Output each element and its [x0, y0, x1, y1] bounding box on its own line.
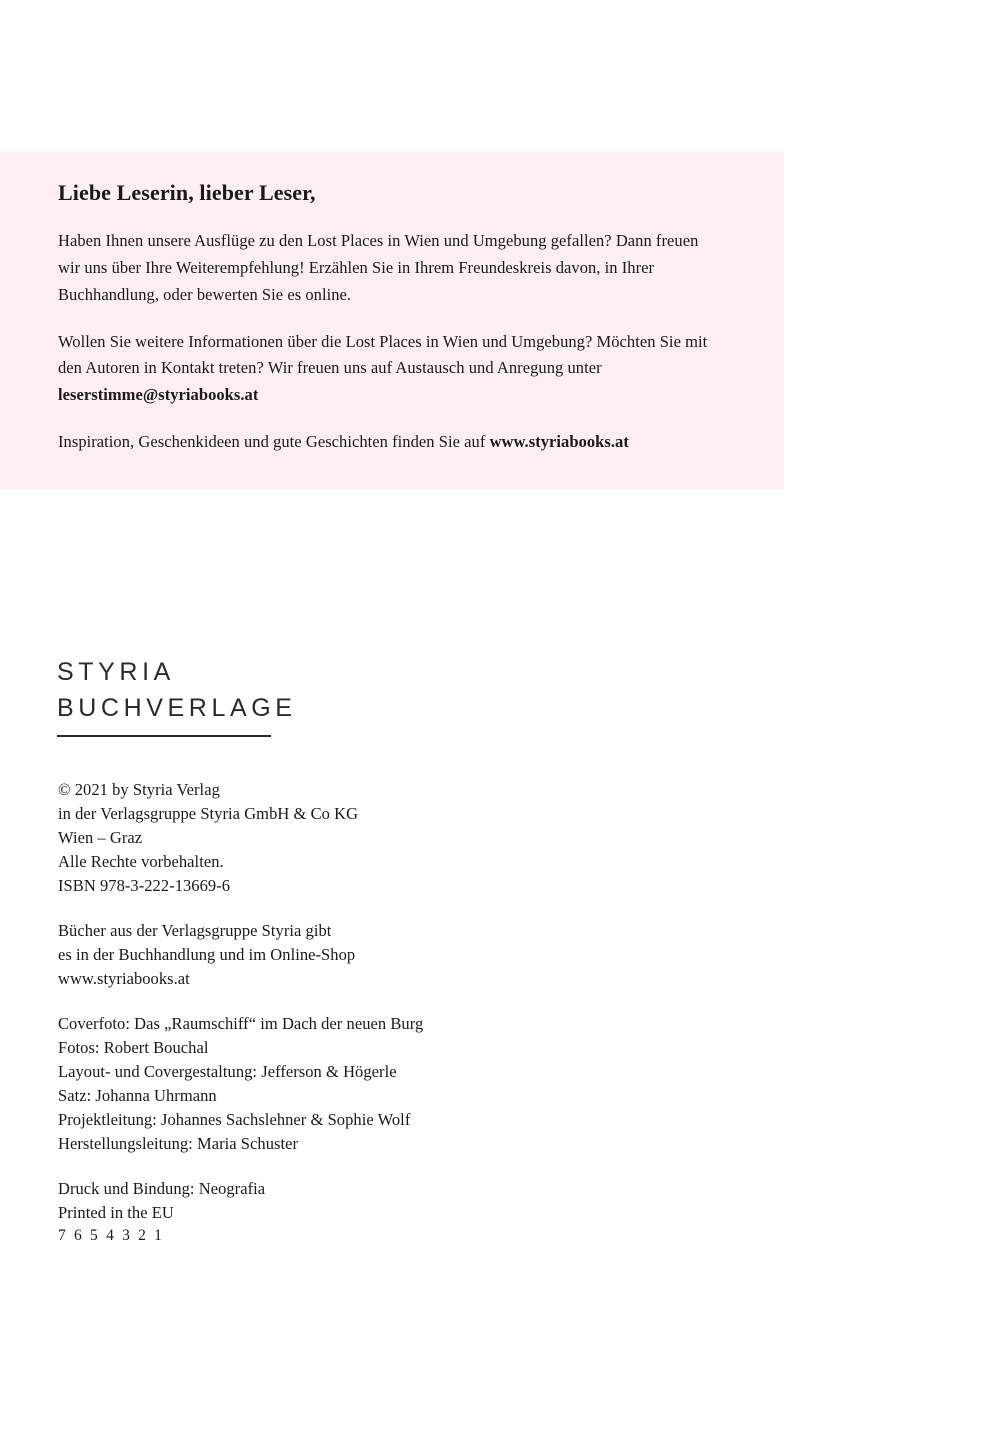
- availability-group: [58, 919, 758, 991]
- credits-line: Herstellungsleitung: Maria Schuster: [58, 1134, 299, 1153]
- imprint-section: [58, 778, 758, 1248]
- publisher-logo-line-1: STYRIA: [57, 658, 175, 686]
- reader-note-block: [0, 152, 784, 489]
- copyright-line: Alle Rechte vorbehalten.: [58, 852, 224, 871]
- reader-note-paragraph-2: [58, 329, 724, 409]
- credits-line: Satz: Johanna Uhrmann: [58, 1086, 217, 1105]
- copyright-line: © 2021 by Styria Verlag: [58, 780, 220, 799]
- reader-note-inner: [0, 180, 784, 455]
- availability-website[interactable]: www.styriabooks.at: [58, 969, 190, 988]
- credits-line: Coverfoto: Das „Raumschiff“ im Dach der neuen Burg: [58, 1014, 424, 1033]
- availability-line: Bücher aus der Verlagsgruppe Styria gibt: [58, 921, 332, 940]
- reader-note-paragraph-3: [58, 429, 724, 456]
- credits-group: [58, 1012, 758, 1156]
- copyright-group: [58, 778, 758, 898]
- production-line: Druck und Bindung: Neografia: [58, 1179, 266, 1198]
- reader-note-paragraph-3-text: Inspiration, Geschenkideen und gute Geschichten finden Sie auf: [58, 431, 490, 451]
- reader-note-paragraph-2-text: Wollen Sie weitere Informationen über die Lost Places in Wien und Umgebung? Möchten Sie mit den Autoren in Kontakt treten? Wir freuen uns auf Austausch und Anregung unter: [58, 331, 708, 378]
- publisher-website-link[interactable]: www.styriabooks.at: [489, 431, 629, 451]
- publisher-logo-rule: [57, 735, 271, 737]
- publisher-logo: [57, 655, 317, 737]
- publisher-logo-line-2: BUCHVERLAGE: [57, 693, 297, 722]
- credits-line: Projektleitung: Johannes Sachslehner & Sophie Wolf: [58, 1110, 411, 1129]
- contact-email[interactable]: leserstimme@styriabooks.at: [58, 384, 259, 404]
- copyright-line: Wien – Graz: [58, 828, 143, 847]
- production-group: [58, 1177, 758, 1248]
- reader-note-heading: Liebe Leserin, lieber Leser,: [58, 180, 316, 205]
- credits-line: Fotos: Robert Bouchal: [58, 1038, 209, 1057]
- availability-line: es in der Buchhandlung und im Online-Shop: [58, 945, 356, 964]
- production-line: Printed in the EU: [58, 1203, 174, 1222]
- isbn-line: ISBN 978-3-222-13669-6: [58, 876, 231, 895]
- copyright-line: in der Verlagsgruppe Styria GmbH & Co KG: [58, 804, 359, 823]
- print-run-line: 7 6 5 4 3 2 1: [58, 1227, 165, 1244]
- credits-line: Layout- und Covergestaltung: Jefferson & Högerle: [58, 1062, 397, 1081]
- reader-note-paragraph-1: Haben Ihnen unsere Ausflüge zu den Lost Places in Wien und Umgebung gefallen? Dann freuen wir uns über Ihre Weiterempfehlung! Erzählen Sie in Ihrem Freundeskreis davon, in Ihrer Buchhandlung, oder bewerten Sie es online.: [58, 231, 699, 304]
